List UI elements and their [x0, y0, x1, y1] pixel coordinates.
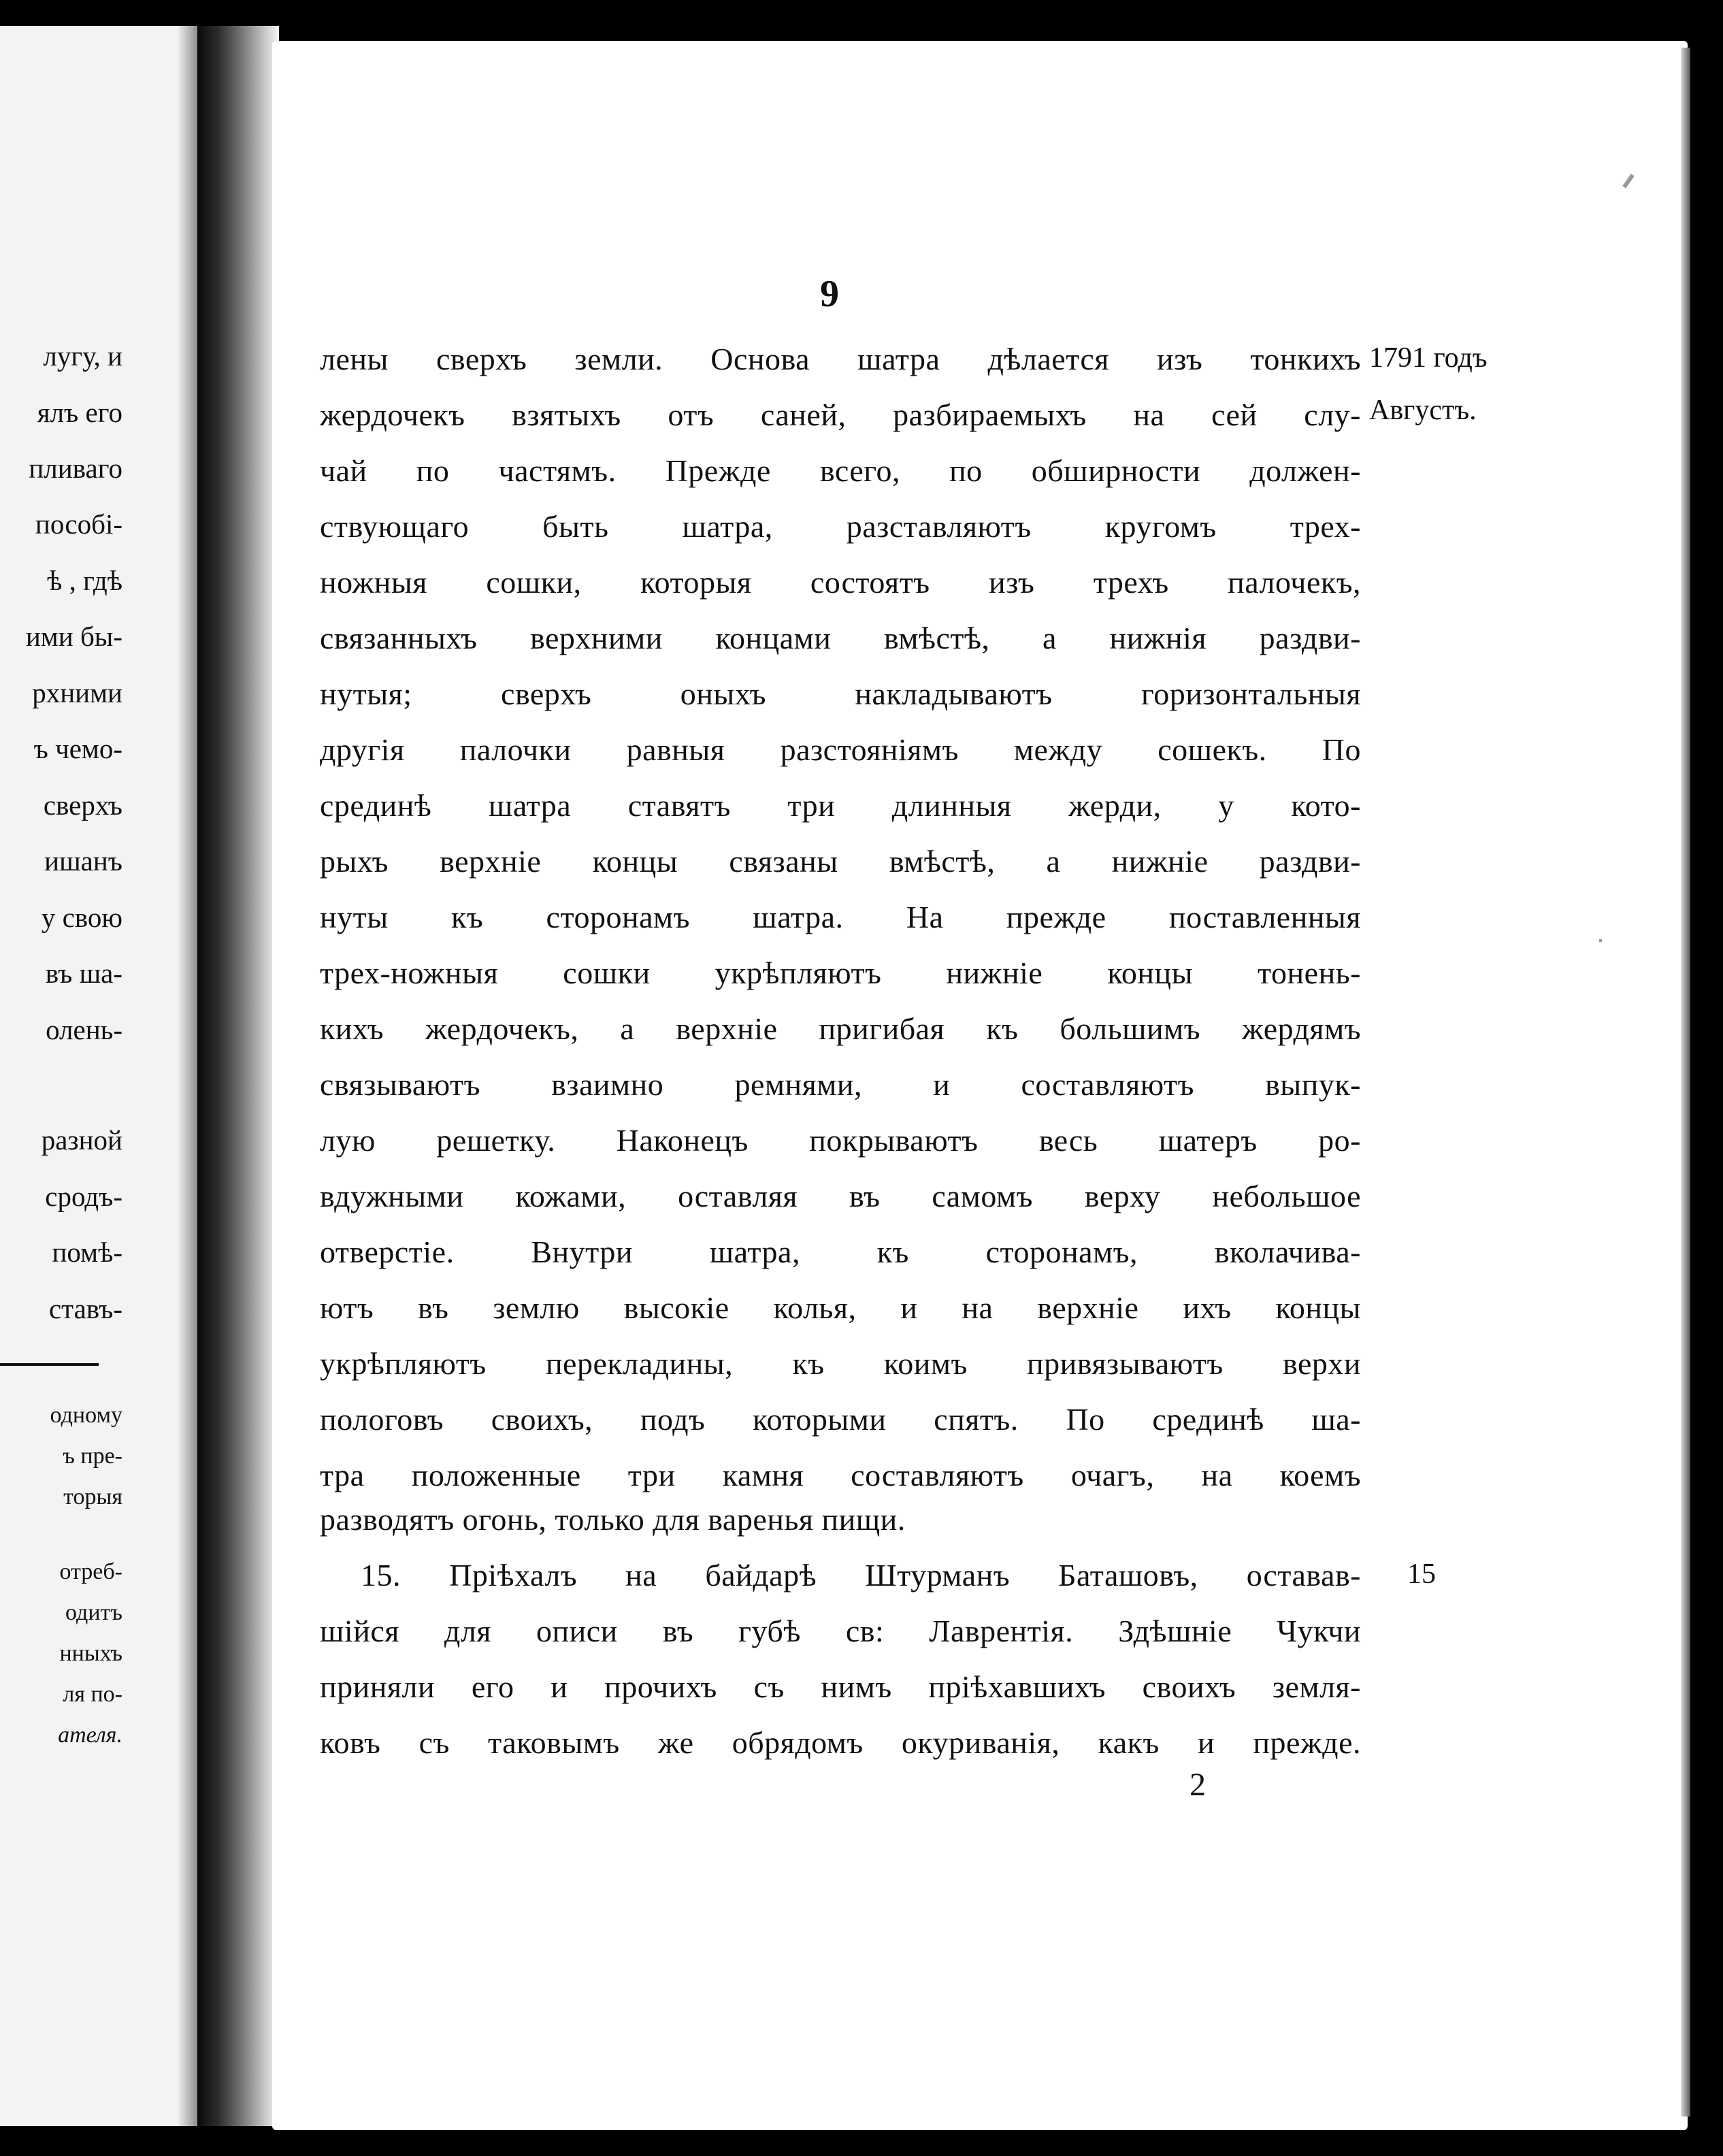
margin-day: 15 [1407, 1558, 1436, 1590]
body-text-line: тра положенные три камня составляютъ очагъ, на коемъ [320, 1458, 1361, 1492]
body-text-line: вдужными кожами, оставляя въ самомъ верху небольшое [320, 1179, 1361, 1213]
left-text-line: ставъ- [48, 1293, 122, 1324]
body-text-line: лую решетку. Наконецъ покрываютъ весь шатеръ ро- [320, 1123, 1361, 1158]
left-text-line: пливаго [29, 453, 122, 484]
left-text-line: разной [41, 1124, 122, 1156]
left-text-line: пособі- [35, 508, 122, 540]
page-edge [1681, 48, 1690, 2117]
left-page-fragment [0, 26, 204, 2126]
signature-mark: 2 [1189, 1767, 1206, 1803]
body-text-line: нутыя; сверхъ оныхъ накладываютъ горизонтальныя [320, 676, 1361, 711]
left-text-line: ъ чемо- [33, 733, 122, 764]
left-text-line: олень- [46, 1014, 122, 1045]
body-text-line: связанныхъ верхними концами вмѣстѣ, а нижнія раздви- [320, 621, 1361, 655]
footnote-rule [0, 1363, 99, 1366]
left-text-line: сверхъ [43, 789, 122, 821]
body-text-line: ствующаго быть шатра, разставляютъ кругомъ трех- [320, 509, 1361, 544]
left-text-line: у свою [41, 902, 122, 933]
body-text-line: разводятъ огонь, только для варенья пищи. [320, 1502, 906, 1537]
left-footnote-line: ателя. [58, 1722, 122, 1748]
body-text-line: трех-ножныя сошки укрѣпляютъ нижніе концы тонень- [320, 956, 1361, 990]
left-text-line: ишанъ [44, 845, 122, 877]
left-text-line: ѣ , гдѣ [47, 565, 122, 596]
body-text-line: отверстіе. Внутри шатра, къ сторонамъ, вколачива- [320, 1235, 1361, 1269]
body-text-line: пологовъ своихъ, подъ которыми спятъ. По срединѣ ша- [320, 1402, 1361, 1437]
body-text-line: другія палочки равныя разстояніямъ между сошекъ. По [320, 732, 1361, 767]
left-text-line: ялъ его [37, 397, 122, 428]
left-text-line: рхними [32, 677, 122, 708]
left-text-line: лугу, и [43, 340, 122, 372]
body-text-line: 15. Пріѣхалъ на байдарѣ Штурманъ Баташовъ, оставав- [361, 1558, 1361, 1592]
left-footnote-line: торыя [63, 1484, 122, 1509]
book-spine [197, 26, 279, 2126]
body-text-line: шійся для описи въ губѣ св: Лаврентія. Здѣшніе Чукчи [320, 1614, 1361, 1648]
left-text-line: сродъ- [45, 1181, 122, 1212]
left-footnote-line: одитъ [65, 1600, 122, 1625]
body-text-line: ковъ съ таковымъ же обрядомъ окуриванія, какъ и прежде. [320, 1725, 1361, 1760]
left-footnote-line: ля по- [63, 1682, 122, 1707]
body-text-line: срединѣ шатра ставятъ три длинныя жерди, у кото- [320, 788, 1361, 823]
left-footnote-line: одному [50, 1403, 122, 1428]
body-text-line: кихъ жердочекъ, а верхніе пригибая къ большимъ жердямъ [320, 1011, 1361, 1046]
left-footnote-line: нныхъ [59, 1641, 122, 1666]
body-text-line: укрѣпляютъ перекладины, къ коимъ привязываютъ верхи [320, 1346, 1361, 1381]
left-footnote-line: отреб- [59, 1559, 122, 1584]
left-text-line: ими бы- [25, 621, 122, 652]
body-text-line: ножныя сошки, которыя состоятъ изъ трехъ палочекъ, [320, 565, 1361, 600]
body-text-line: рыхъ верхніе концы связаны вмѣстѣ, а нижніе раздви- [320, 844, 1361, 879]
left-footnote-line: ъ пре- [63, 1443, 122, 1469]
margin-year: 1791 годъ [1369, 342, 1488, 374]
body-text-line: чай по частямъ. Прежде всего, по обширности должен- [320, 453, 1361, 488]
body-text-line: лены сверхъ земли. Основа шатра дѣлается изъ тонкихъ [320, 342, 1361, 376]
body-text-line: связываютъ взаимно ремнями, и составляютъ выпук- [320, 1067, 1361, 1102]
body-text-line: ютъ въ землю высокіе колья, и на верхніе ихъ концы [320, 1290, 1361, 1325]
margin-month: Августъ. [1369, 395, 1477, 426]
left-text-line: въ ша- [45, 958, 122, 989]
body-text-line: жердочекъ взятыхъ отъ саней, разбираемыхъ на сей слу- [320, 397, 1361, 432]
left-text-line: помѣ- [52, 1237, 122, 1268]
paper-speck [1599, 939, 1602, 942]
page-number: 9 [820, 273, 839, 315]
body-text-line: приняли его и прочихъ съ нимъ пріѣхавшихъ своихъ земля- [320, 1669, 1361, 1704]
body-text-line: нуты къ сторонамъ шатра. На прежде поставленныя [320, 900, 1361, 934]
